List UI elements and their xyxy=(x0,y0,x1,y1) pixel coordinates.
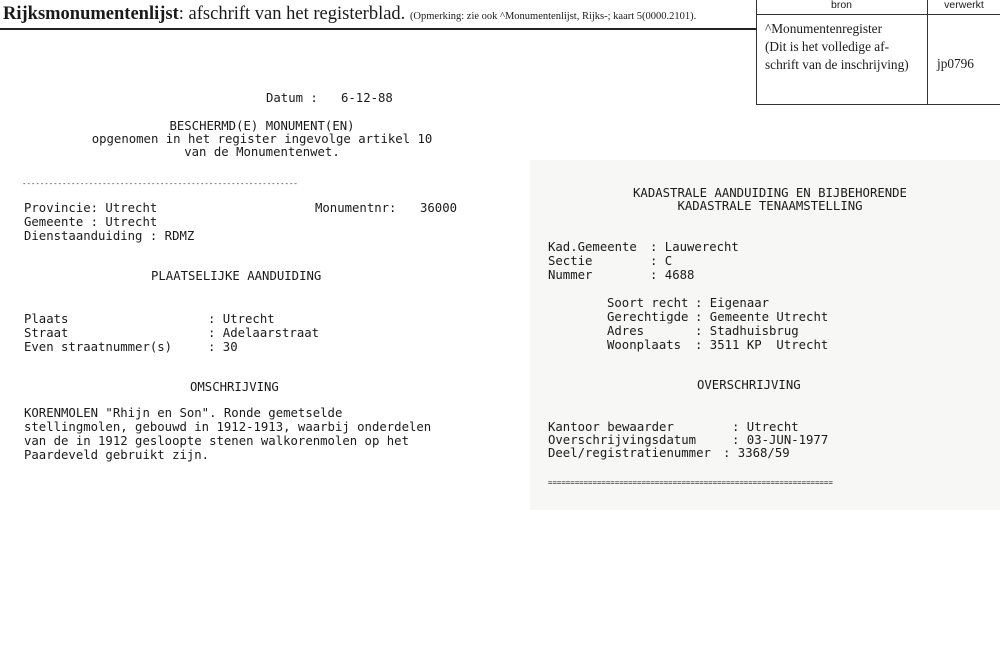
woonplaats-value: : 3511 KP Utrecht xyxy=(695,338,829,352)
source-verwerkt-code: jp0796 xyxy=(937,56,974,71)
kantoor-label: Kantoor bewaarder xyxy=(548,420,674,434)
nummer-label: Nummer xyxy=(548,268,593,282)
omschrijving-line: Paardeveld gebruikt zijn. xyxy=(24,448,210,462)
datum-label: Datum : xyxy=(266,91,318,105)
page-title xyxy=(3,4,696,25)
divider-dashed: -------------------------------------------------------------- xyxy=(22,179,298,188)
deel-value: : 3368/59 xyxy=(723,446,790,460)
heading-plaatselijke: PLAATSELIJKE AANDUIDING xyxy=(151,269,322,283)
adres-label: Adres xyxy=(607,324,645,338)
datum-value: 6-12-88 xyxy=(341,91,393,105)
source-bron-text xyxy=(765,20,909,73)
monumentnr-label: Monumentnr: xyxy=(315,201,397,215)
plaats-value: : Utrecht xyxy=(208,312,275,326)
divider-double: ================================================================ xyxy=(548,478,833,487)
source-col-verwerkt: verwerkt xyxy=(944,0,984,11)
straat-value: : Adelaarstraat xyxy=(208,326,320,340)
heading-opgenomen: opgenomen in het register ingevolge artikel 10 xyxy=(91,132,433,146)
omschrijving-line: van de in 1912 gesloopte stenen walkorenmolen op het xyxy=(24,434,409,448)
heading-overschrijving: OVERSCHRIJVING xyxy=(697,378,801,392)
soort-value: : Eigenaar xyxy=(695,296,770,310)
source-col-bron: bron xyxy=(830,0,852,11)
sectie-label: Sectie xyxy=(548,254,593,268)
plaats-label: Plaats xyxy=(24,312,69,326)
heading-kadastrale-2: KADASTRALE TENAAMSTELLING xyxy=(677,199,863,213)
adres-value: : Stadhuisbrug xyxy=(695,324,799,338)
dienstaanduiding: Dienstaanduiding : RDMZ xyxy=(24,229,195,243)
heading-omschrijving: OMSCHRIJVING xyxy=(190,380,279,394)
overschrijvingsdatum-value: : 03-JUN-1977 xyxy=(732,433,829,447)
omschrijving-line: stellingmolen, gebouwd in 1912-1913, waarbij onderdelen xyxy=(24,420,432,434)
even-value: : 30 xyxy=(208,340,238,354)
gerechtigde-value: : Gemeente Utrecht xyxy=(695,310,829,324)
bron-line: schrift van de inschrijving) xyxy=(765,56,909,72)
straat-label: Straat xyxy=(24,326,69,340)
title-bold: Rijksmonumentenlijst xyxy=(3,4,179,24)
even-label: Even straatnummer(s) xyxy=(24,340,173,354)
deel-label: Deel/registratienummer xyxy=(548,446,711,460)
overschrijvingsdatum-label: Overschrijvingsdatum xyxy=(548,433,697,447)
provincie: Provincie: Utrecht xyxy=(24,201,158,215)
source-column-divider xyxy=(927,0,928,104)
title-note: (Opmerking: zie ook ^Monumentenlijst, Rijks-; kaart 5(0000.2101). xyxy=(409,11,697,22)
kantoor-value: : Utrecht xyxy=(732,420,799,434)
kad-gemeente-label: Kad.Gemeente xyxy=(548,240,637,254)
monumentnr-value: 36000 xyxy=(420,201,458,215)
heading-kadastrale-1: KADASTRALE AANDUIDING EN BIJBEHORENDE xyxy=(633,186,907,200)
bron-line: ^Monumentenregister xyxy=(765,21,883,36)
title-rest: : afschrift van het registerblad. xyxy=(178,4,406,24)
gerechtigde-label: Gerechtigde xyxy=(607,310,689,324)
source-header-rule xyxy=(756,14,1000,15)
header-rule xyxy=(0,28,757,30)
bron-line: (Dit is het volledige af- xyxy=(765,38,890,54)
kad-gemeente-value: : Lauwerecht xyxy=(650,240,739,254)
heading-beschermd: BESCHERMD(E) MONUMENT(EN) xyxy=(169,119,355,133)
gemeente: Gemeente : Utrecht xyxy=(24,215,158,229)
sectie-value: : C xyxy=(650,254,673,268)
woonplaats-label: Woonplaats xyxy=(607,338,682,352)
nummer-value: : 4688 xyxy=(650,268,695,282)
soort-label: Soort recht xyxy=(607,296,689,310)
heading-monumentenwet: van de Monumentenwet. xyxy=(184,145,340,159)
omschrijving-line: KORENMOLEN "Rhijn en Son". Ronde gemetselde xyxy=(24,406,343,420)
